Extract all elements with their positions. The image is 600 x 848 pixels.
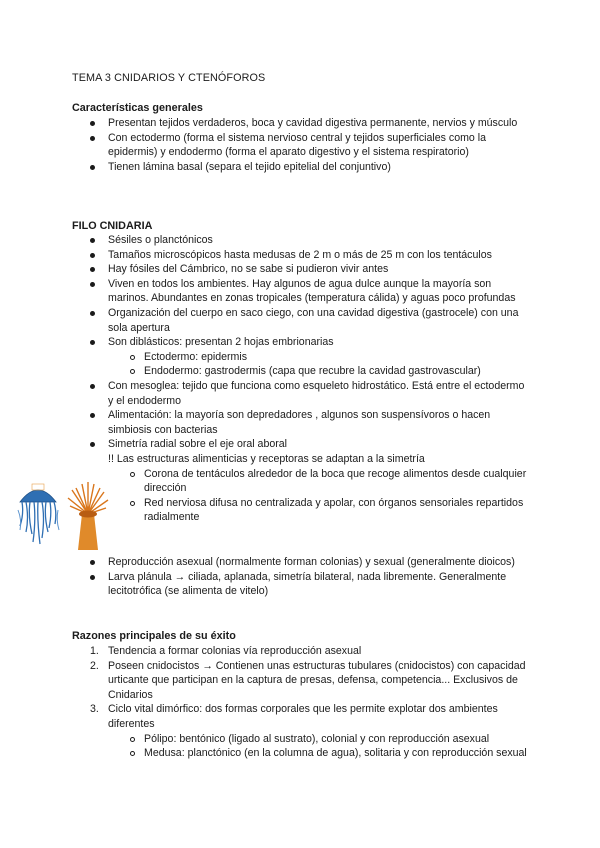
- list-item: Tienen lámina basal (separa el tejido epitelial del conjuntivo): [0, 160, 528, 175]
- sub-list-item: Ectodermo: epidermis: [0, 350, 528, 365]
- circle-bullet-icon: [130, 751, 135, 756]
- list-item: Reproducción asexual (normalmente forman colonias) y sexual (generalmente dioicos): [0, 555, 528, 570]
- sub-list-item: Red nerviosa difusa no centralizada y apolar, con órganos sensoriales repartidos radialmente: [0, 496, 528, 525]
- circle-bullet-icon: [130, 355, 135, 360]
- bullet-icon: [90, 442, 95, 447]
- bullet-icon: [90, 311, 95, 316]
- bullet-icon: [90, 575, 95, 580]
- list-item: Presentan tejidos verdaderos, boca y cavidad digestiva permanente, nervios y músculo: [0, 116, 528, 131]
- reproduccion-list: [0, 555, 560, 599]
- numbered-item: 3. Ciclo vital dimórfico: dos formas corporales que les permite explotar dos ambientes diferentes: [90, 703, 498, 730]
- bullet-icon: [90, 253, 95, 258]
- bullet-icon: [90, 384, 95, 389]
- list-item: Son diblásticos: presentan 2 hojas embrionarias: [0, 335, 528, 350]
- list-item: Tamaños microscópicos hasta medusas de 2 m o más de 25 m con los tentáculos: [0, 248, 528, 263]
- list-item: Viven en todos los ambientes. Hay algunos de agua dulce aunque la mayoría son marinos. Abundantes en zonas tropicales (temperatura cálida) y aguas poco profundas: [0, 277, 528, 306]
- bullet-icon: [90, 340, 95, 345]
- caracteristicas-list: [0, 116, 560, 174]
- list-item: Organización del cuerpo en saco ciego, con una cavidad digestiva (gastrocele) con una sola apertura: [0, 306, 528, 335]
- bullet-icon: [90, 560, 95, 565]
- list-item: Larva plánula → ciliada, aplanada, simetría bilateral, nada libremente. Generalmente lecitotrófica (se alimenta de vitelo): [0, 570, 528, 599]
- numbered-item: 1. Tendencia a formar colonias vía reproducción asexual: [90, 645, 362, 657]
- medusa-icon: [18, 484, 59, 544]
- sub-list-item: Corona de tentáculos alrededor de la boca que recoge alimentos desde cualquier dirección: [0, 467, 528, 496]
- list-item: Hay fósiles del Cámbrico, no se sabe si pudieron vivir antes: [0, 262, 528, 277]
- section-heading-caracteristicas: Características generales: [72, 102, 203, 114]
- symmetry-note: !! Las estructuras alimenticias y receptoras se adaptan a la simetría: [108, 452, 425, 465]
- razones-list: [0, 644, 560, 761]
- sub-list-item: Endodermo: gastrodermis (capa que recubre la cavidad gastrovascular): [0, 364, 528, 379]
- list-item: Sésiles o planctónicos: [0, 233, 528, 248]
- section-heading-filo-cnidaria: FILO CNIDARIA: [72, 220, 153, 232]
- bullet-icon: [90, 267, 95, 272]
- list-item: Con ectodermo (forma el sistema nervioso central y tejidos superficiales como la epidermis) y endodermo (forma el aparato digestivo y el sistema respiratorio): [0, 131, 528, 160]
- list-item: Simetría radial sobre el eje oral aboral: [0, 437, 528, 452]
- section-heading-razones-exito: Razones principales de su éxito: [72, 630, 236, 642]
- bullet-icon: [90, 136, 95, 141]
- list-item: Alimentación: la mayoría son depredadores , algunos son suspensívoros o hacen simbiosis con bacterias: [0, 408, 528, 437]
- list-item: Con mesoglea: tejido que funciona como esqueleto hidrostático. Está entre el ectodermo y el endodermo: [0, 379, 528, 408]
- polyp-icon: [68, 482, 108, 550]
- cnidaria-illustration: [12, 480, 112, 552]
- bullet-icon: [90, 238, 95, 243]
- bullet-icon: [90, 165, 95, 170]
- bullet-icon: [90, 121, 95, 126]
- circle-bullet-icon: [130, 501, 135, 506]
- circle-bullet-icon: [130, 369, 135, 374]
- bullet-icon: [90, 282, 95, 287]
- document-title: TEMA 3 CNIDARIOS Y CTENÓFOROS: [72, 72, 266, 84]
- sub-list-item: Medusa: planctónico (en la columna de agua), solitaria y con reproducción sexual: [0, 746, 528, 761]
- numbered-item: 2. Poseen cnidocistos → Contienen unas estructuras tubulares (cnidocistos) con capacidad urticante que participan en la captura de presas, defensa, competencia... Exclusivos de Cnidarios: [90, 659, 526, 701]
- circle-bullet-icon: [130, 737, 135, 742]
- circle-bullet-icon: [130, 472, 135, 477]
- sub-list-item: Pólipo: bentónico (ligado al sustrato), colonial y con reproducción asexual: [0, 732, 528, 747]
- bullet-icon: [90, 413, 95, 418]
